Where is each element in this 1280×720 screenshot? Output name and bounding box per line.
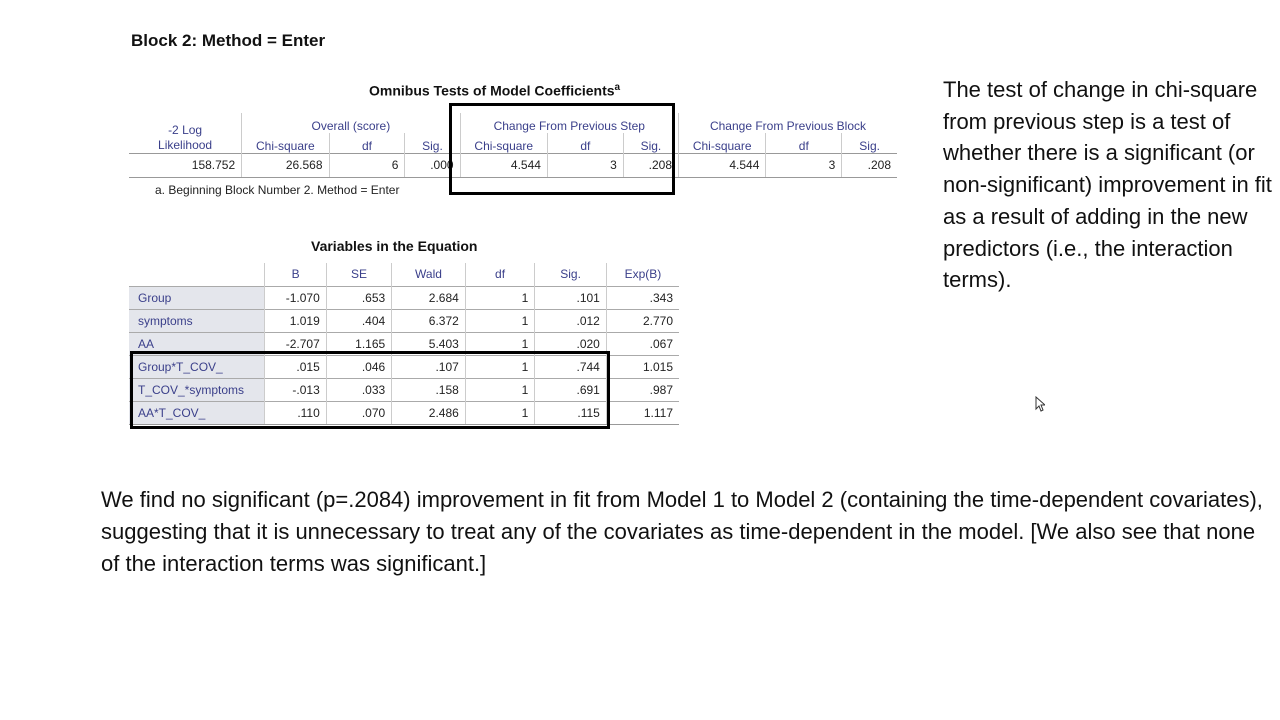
table-cell: 1.015 bbox=[606, 355, 679, 378]
table-cell: 1.019 bbox=[265, 309, 326, 332]
table-cell: 6.372 bbox=[392, 309, 466, 332]
table-cell: .012 bbox=[535, 309, 607, 332]
table-row bbox=[129, 309, 679, 332]
table-cell: .101 bbox=[535, 286, 607, 309]
row-label: AA*T_COV_ bbox=[129, 401, 265, 424]
table-cell: 1 bbox=[465, 309, 535, 332]
table-cell: .046 bbox=[326, 355, 391, 378]
sub-header: Chi-square bbox=[242, 133, 329, 153]
table-cell: .107 bbox=[392, 355, 466, 378]
table-cell: .208 bbox=[842, 153, 897, 177]
table-cell: 26.568 bbox=[242, 153, 329, 177]
group-header-block: Change From Previous Block bbox=[679, 113, 898, 133]
table-cell: 2.684 bbox=[392, 286, 466, 309]
column-header: SE bbox=[326, 263, 391, 286]
table-cell: .404 bbox=[326, 309, 391, 332]
table-cell: 3 bbox=[547, 153, 623, 177]
row-label: symptoms bbox=[129, 309, 265, 332]
sub-header: Sig. bbox=[842, 133, 897, 153]
table-cell: 4.544 bbox=[679, 153, 766, 177]
row-label: Group bbox=[129, 286, 265, 309]
table-cell: 1.165 bbox=[326, 332, 391, 355]
table-cell: 5.403 bbox=[392, 332, 466, 355]
omnibus-title-text: Omnibus Tests of Model Coefficients bbox=[369, 82, 615, 99]
table-cell: 6 bbox=[329, 153, 405, 177]
column-header: df bbox=[465, 263, 535, 286]
table-cell: 1 bbox=[465, 332, 535, 355]
body-paragraph: We find no significant (p=.2084) improvement in fit from Model 1 to Model 2 (containing the time-dependent covariates), suggesting that it is unnecessary to treat any of the covariates as time-dependent in the model. [We also see that none of the interaction terms was significant.] bbox=[101, 487, 1263, 576]
table-row bbox=[129, 286, 679, 309]
sub-header: df bbox=[547, 133, 623, 153]
table-cell: .020 bbox=[535, 332, 607, 355]
sub-header: Chi-square bbox=[460, 133, 547, 153]
table-cell: -1.070 bbox=[265, 286, 326, 309]
table-cell: .208 bbox=[623, 153, 678, 177]
table-cell: 1 bbox=[465, 378, 535, 401]
column-header: Sig. bbox=[535, 263, 607, 286]
omnibus-footnote: a. Beginning Block Number 2. Method = Enter bbox=[155, 183, 400, 197]
table-cell: 1 bbox=[465, 401, 535, 424]
table-cell: .070 bbox=[326, 401, 391, 424]
side-note: The test of change in chi-square from previous step is a test of whether there is a significant (or non-significant) improvement in fit as a result of adding in the new predictors (i.e., the interaction terms). bbox=[943, 77, 1272, 293]
table-cell: .343 bbox=[606, 286, 679, 309]
table-cell: 1.117 bbox=[606, 401, 679, 424]
ll-header-line-2: Likelihood bbox=[158, 137, 213, 152]
table-cell: 1 bbox=[465, 355, 535, 378]
table-cell: .115 bbox=[535, 401, 607, 424]
sub-header: Sig. bbox=[405, 133, 460, 153]
ll-header-line-1: -2 Log bbox=[168, 122, 203, 137]
table-cell: .067 bbox=[606, 332, 679, 355]
table-cell: 4.544 bbox=[460, 153, 547, 177]
block-heading: Block 2: Method = Enter bbox=[131, 31, 326, 50]
group-header-overall: Overall (score) bbox=[242, 113, 460, 133]
highlight-box-interaction-terms bbox=[130, 351, 610, 429]
table-cell: 158.752 bbox=[129, 153, 242, 177]
table-cell: .033 bbox=[326, 378, 391, 401]
table-cell: .691 bbox=[535, 378, 607, 401]
table-cell: .158 bbox=[392, 378, 466, 401]
sub-header: Chi-square bbox=[679, 133, 766, 153]
row-label: AA bbox=[129, 332, 265, 355]
sub-header: df bbox=[329, 133, 405, 153]
table-cell: .110 bbox=[265, 401, 326, 424]
row-header-blank bbox=[129, 263, 265, 286]
column-header: Exp(B) bbox=[606, 263, 679, 286]
sub-header: df bbox=[766, 133, 842, 153]
omnibus-title-footnote-mark: a bbox=[614, 82, 621, 93]
table-cell: .000 bbox=[405, 153, 460, 177]
table-cell: 2.770 bbox=[606, 309, 679, 332]
mouse-pointer-icon bbox=[1035, 396, 1045, 412]
omnibus-title bbox=[369, 82, 620, 99]
table-cell: .744 bbox=[535, 355, 607, 378]
ll-header bbox=[129, 113, 242, 153]
highlight-box-step-change bbox=[449, 103, 675, 195]
table-cell: .987 bbox=[606, 378, 679, 401]
table-cell: -.013 bbox=[265, 378, 326, 401]
table-cell: .015 bbox=[265, 355, 326, 378]
row-label: Group*T_COV_ bbox=[129, 355, 265, 378]
row-label: T_COV_*symptoms bbox=[129, 378, 265, 401]
variables-title: Variables in the Equation bbox=[311, 238, 478, 254]
table-cell: .653 bbox=[326, 286, 391, 309]
table-cell: 3 bbox=[766, 153, 842, 177]
table-cell: -2.707 bbox=[265, 332, 326, 355]
table-cell: 2.486 bbox=[392, 401, 466, 424]
table-cell: 1 bbox=[465, 286, 535, 309]
column-header: B bbox=[265, 263, 326, 286]
sub-header: Sig. bbox=[623, 133, 678, 153]
group-header-step: Change From Previous Step bbox=[460, 113, 678, 133]
column-header: Wald bbox=[392, 263, 466, 286]
